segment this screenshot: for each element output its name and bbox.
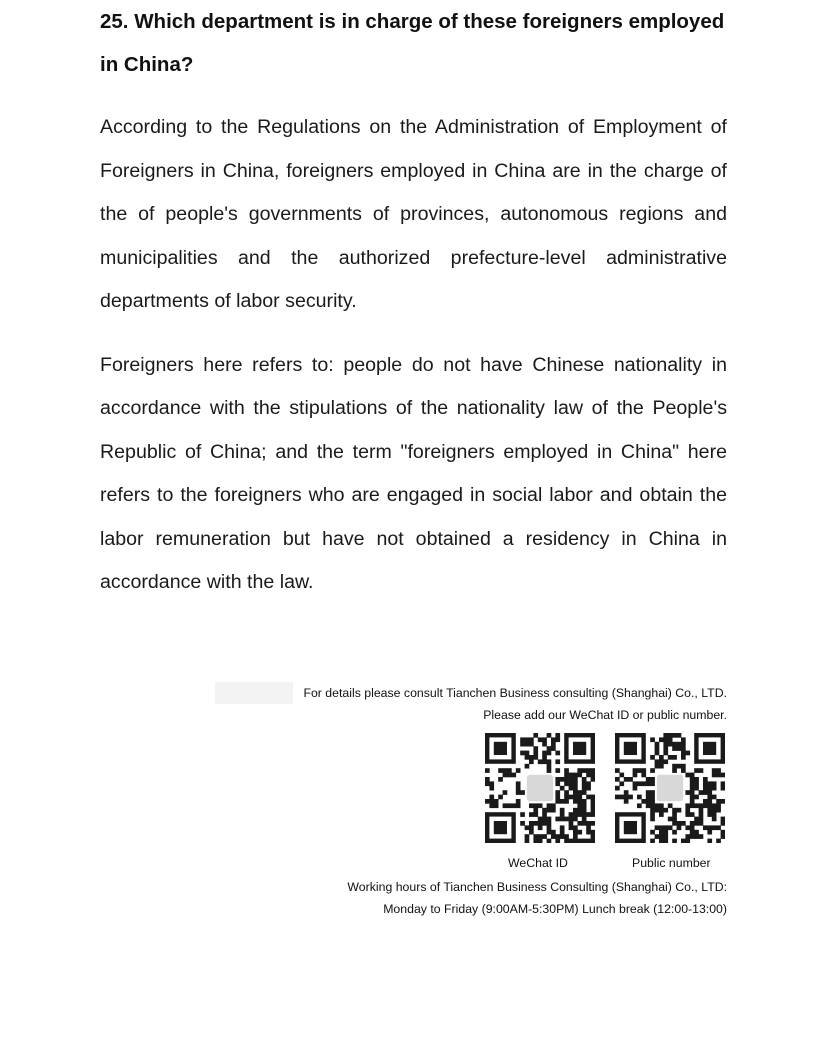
public-number-qr-code-icon xyxy=(615,733,725,843)
working-hours-title: Working hours of Tianchen Business Consulting (Shanghai) Co., LTD: xyxy=(347,880,727,894)
wechat-qr-code-icon xyxy=(485,733,595,843)
qr-code-row xyxy=(0,733,827,845)
definition-paragraph: Foreigners here refers to: people do not have Chinese nationality in accordance with the stipulations of the nationality law of the People's Republic of China; and the term "foreigners employed in China" here refers to the foreigners who are engaged in social labor and obtain the labor remuneration but have not obtained a residency in China in accordance with the law. xyxy=(100,353,727,593)
wechat-id-label: WeChat ID xyxy=(508,856,568,870)
document-body xyxy=(100,0,727,605)
answer-paragraph: According to the Regulations on the Administration of Employment of Foreigners in China, foreigners employed in China are in the charge of the of people's governments of provinces, autonomous regions and municipalities and the authorized prefecture-level administrative departments of labor security. xyxy=(100,116,727,312)
consult-details-line: For details please consult Tianchen Business consulting (Shanghai) Co., LTD. xyxy=(215,682,727,704)
add-wechat-line: Please add our WeChat ID or public number. xyxy=(483,708,727,722)
public-number-label: Public number xyxy=(632,856,711,870)
contact-info xyxy=(215,682,727,726)
working-hours-schedule: Monday to Friday (9:00AM-5:30PM) Lunch break (12:00-13:00) xyxy=(383,902,727,916)
working-hours xyxy=(215,876,727,920)
question-heading: 25. Which department is in charge of these foreigners employed in China? xyxy=(100,10,725,76)
